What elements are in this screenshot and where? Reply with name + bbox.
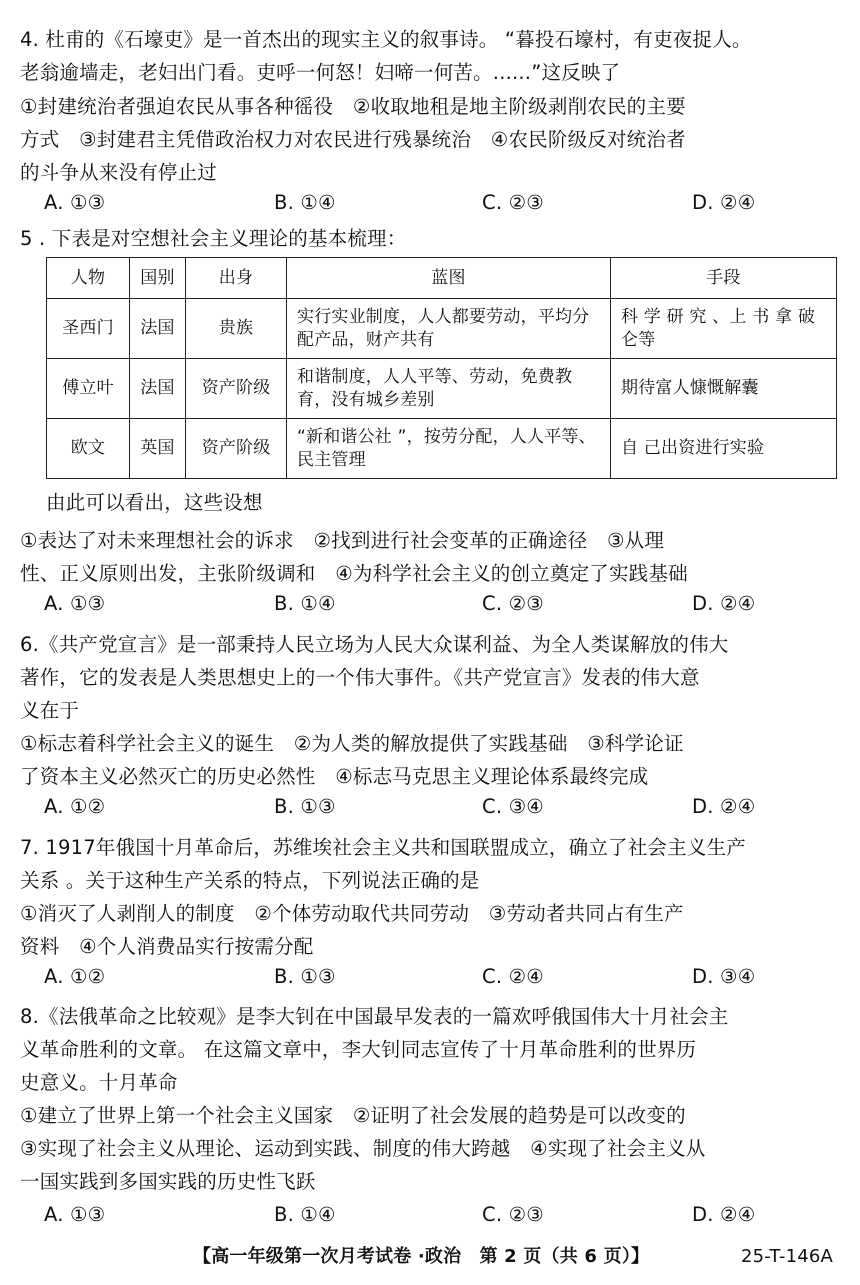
- q6-line-2: 著作，它的发表是人类思想史上的一个伟大事件。《共产党宣言》发表的伟大意: [20, 666, 700, 689]
- q7-line-1: 7. 1917年俄国十月革命后，苏维埃社会主义共和国联盟成立，确立了社会主义生产: [20, 836, 746, 859]
- table-header-cell: 蓝图: [287, 258, 611, 299]
- q4-line-5: 的斗争从来没有停止过: [20, 161, 218, 184]
- table-cell: 傅立叶: [47, 359, 130, 419]
- footer-title: 【高一年级第一次月考试卷 ·政治 第 2 页（共 6 页）】: [193, 1246, 650, 1267]
- table-cell: 欧文: [47, 419, 130, 479]
- q6-option-c[interactable]: C. ③④: [482, 795, 544, 818]
- table-cell: 实行实业制度，人人都要劳动，平均分配产品，财产共有: [287, 299, 611, 359]
- q4-line-4: 方式 ③封建君主凭借政治权力对农民进行残暴统治 ④农民阶级反对统治者: [20, 128, 686, 151]
- q5-options: [44, 591, 824, 617]
- q7-line-4: 资料 ④个人消费品实行按需分配: [20, 935, 314, 958]
- q8-option-c[interactable]: C. ②③: [482, 1203, 544, 1226]
- q5-stem: 5 . 下表是对空想社会主义理论的基本梳理：: [20, 227, 407, 250]
- table-cell: 法国: [130, 359, 186, 419]
- q8-line-4: ①建立了世界上第一个社会主义国家 ②证明了社会发展的趋势是可以改变的: [20, 1104, 686, 1127]
- q4-line-1: 4. 杜甫的《石壕吏》是一首杰出的现实主义的叙事诗。 “暮投石壕村，有吏夜捉人。: [20, 28, 752, 51]
- table-row: [47, 419, 837, 479]
- q5-option-c[interactable]: C. ②③: [482, 592, 544, 615]
- q6-option-a[interactable]: A. ①②: [44, 795, 106, 818]
- table-cell: 资产阶级: [186, 419, 287, 479]
- q7-option-a[interactable]: A. ①②: [44, 965, 106, 988]
- table-cell: 英国: [130, 419, 186, 479]
- q5-option-d[interactable]: D. ②④: [692, 592, 756, 615]
- q6-option-b[interactable]: B. ①③: [274, 795, 336, 818]
- table-cell: 圣西门: [47, 299, 130, 359]
- table-cell: 和谐制度，人人平等、劳动，免费教育，没有城乡差别: [287, 359, 611, 419]
- q7-option-c[interactable]: C. ②④: [482, 965, 544, 988]
- table-header-row: [47, 258, 837, 299]
- q5-line-2: ①表达了对未来理想社会的诉求 ②找到进行社会变革的正确途径 ③从理: [20, 529, 665, 552]
- table-cell: 贵族: [186, 299, 287, 359]
- q8-line-3: 史意义。十月革命: [20, 1071, 178, 1094]
- q8-option-b[interactable]: B. ①④: [274, 1203, 336, 1226]
- table-row: [47, 299, 837, 359]
- q7-line-2: 关系 。关于这种生产关系的特点，下列说法正确的是: [20, 869, 480, 892]
- q6-line-3: 义在于: [20, 699, 80, 722]
- table-row: [47, 359, 837, 419]
- q6-line-5: 了资本主义必然灭亡的历史必然性 ④标志马克思主义理论体系最终完成: [20, 765, 649, 788]
- q8-options: [44, 1202, 824, 1228]
- q4-line-3: ①封建统治者强迫农民从事各种徭役 ②收取地租是地主阶级剥削农民的主要: [20, 95, 686, 118]
- q8-line-1: 8.《法俄革命之比较观》是李大钊在中国最早发表的一篇欢呼俄国伟大十月社会主: [20, 1005, 729, 1028]
- q8-line-2: 义革命胜利的文章。 在这篇文章中，李大钊同志宣传了十月革命胜利的世界历: [20, 1038, 697, 1061]
- q7-options: [44, 964, 824, 990]
- q4-option-b[interactable]: B. ①④: [274, 191, 336, 214]
- footer-code: 25-T-146A: [741, 1246, 834, 1267]
- q6-line-1: 6.《共产党宣言》是一部秉持人民立场为人民大众谋利益、为全人类谋解放的伟大: [20, 633, 729, 656]
- table-cell: 科 学 研 究 、上 书 拿 破仑等: [611, 299, 837, 359]
- q7-option-b[interactable]: B. ①③: [274, 965, 336, 988]
- q5-lead: 由此可以看出，这些设想: [46, 491, 263, 514]
- q6-option-d[interactable]: D. ②④: [692, 795, 756, 818]
- utopian-socialism-table: [46, 257, 837, 479]
- table-header-cell: 国别: [130, 258, 186, 299]
- table-header-cell: 手段: [611, 258, 837, 299]
- q8-option-d[interactable]: D. ②④: [692, 1203, 756, 1226]
- q6-options: [44, 794, 824, 820]
- q8-line-5: ③实现了社会主义从理论、运动到实践、制度的伟大跨越 ④实现了社会主义从: [20, 1137, 706, 1160]
- q4-option-a[interactable]: A. ①③: [44, 191, 106, 214]
- q5-option-a[interactable]: A. ①③: [44, 592, 106, 615]
- table-header-cell: 出身: [186, 258, 287, 299]
- q5-line-3: 性、正义原则出发，主张阶级调和 ④为科学社会主义的创立奠定了实践基础: [20, 562, 688, 585]
- q4-options: [44, 190, 824, 216]
- table-cell: 资产阶级: [186, 359, 287, 419]
- q6-line-4: ①标志着科学社会主义的诞生 ②为人类的解放提供了实践基础 ③科学论证: [20, 732, 684, 755]
- q4-line-2: 老翁逾墙走，老妇出门看。吏呼一何怒！妇啼一何苦。......”这反映了: [20, 61, 621, 84]
- table-cell: 期待富人慷慨解囊: [611, 359, 837, 419]
- q8-line-6: 一国实践到多国实践的历史性飞跃: [20, 1170, 316, 1193]
- q4-option-d[interactable]: D. ②④: [692, 191, 756, 214]
- table-header-cell: 人物: [47, 258, 130, 299]
- table-cell: 自 己出资进行实验: [611, 419, 837, 479]
- q7-line-3: ①消灭了人剥削人的制度 ②个体劳动取代共同劳动 ③劳动者共同占有生产: [20, 902, 684, 925]
- table-cell: 法国: [130, 299, 186, 359]
- page-footer: [0, 1243, 860, 1271]
- q5-option-b[interactable]: B. ①④: [274, 592, 336, 615]
- q8-option-a[interactable]: A. ①③: [44, 1203, 106, 1226]
- q7-option-d[interactable]: D. ③④: [692, 965, 756, 988]
- table-cell: “新和谐公社 ”，按劳分配，人人平等、民主管理: [287, 419, 611, 479]
- q4-option-c[interactable]: C. ②③: [482, 191, 544, 214]
